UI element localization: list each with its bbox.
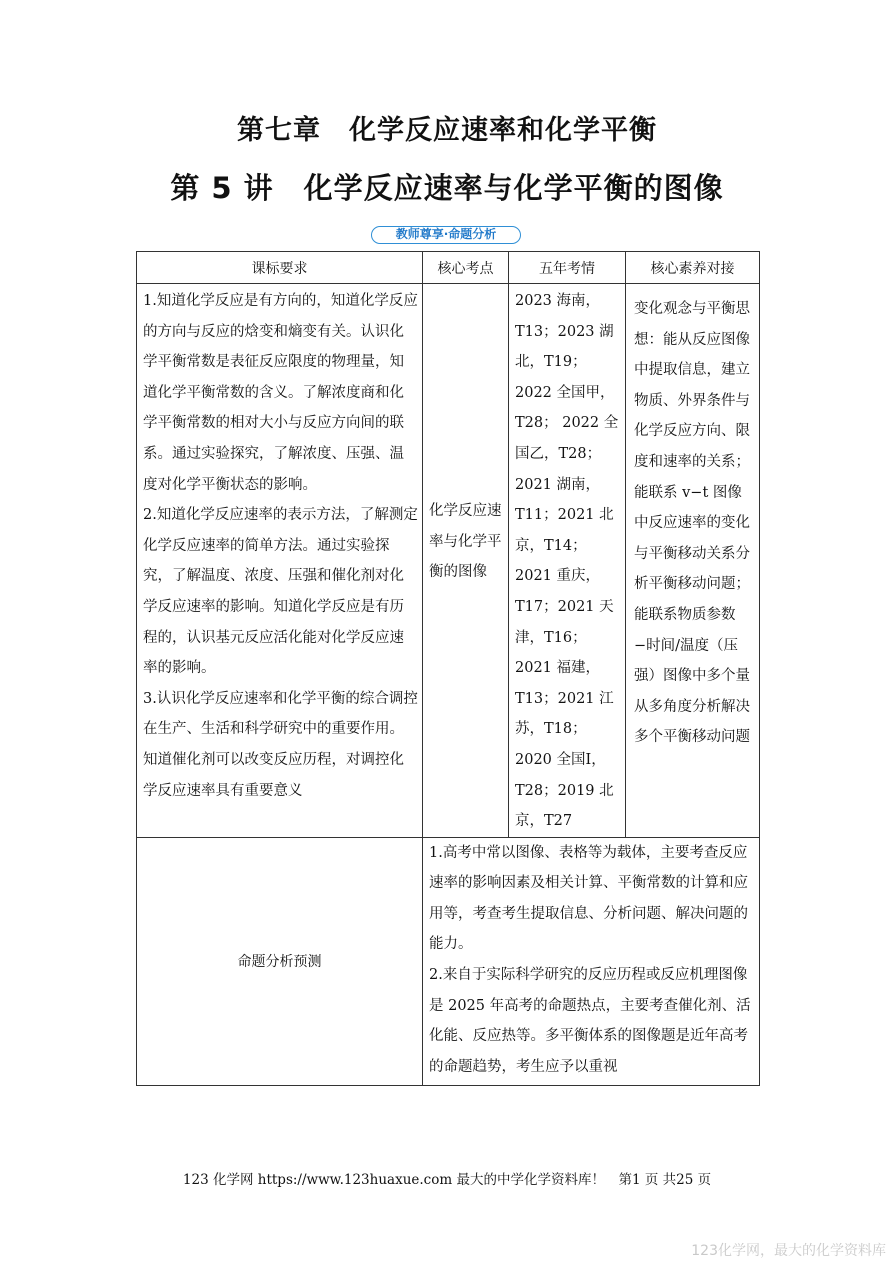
table-row-forecast [137,837,760,1085]
table-header-row [137,252,760,284]
watermark: 123化学网，最大的化学资料库 [691,1243,886,1259]
forecast-label: 命题分析预测 [137,837,423,1085]
header-key-point: 核心考点 [423,252,509,284]
five-years-cell [509,284,626,838]
forecast-1: 1.高考中常以图像、表格等为载体，主要考查反应速率的影响因素及相关计算、平衡常数的计算和应用等，考查考生提取信息、分析问题、解决问题的能力。 [429,844,748,953]
chapter-title: 第七章 化学反应速率和化学平衡 [237,115,657,146]
key-point-cell [423,284,509,838]
forecast-2: 2.来自于实际科学研究的反应历程或反应机理图像是 2025 年高考的命题热点，主要考查催化剂、活化能、反应热等。多平衡体系的图像题是近年高考的命题趋势，考生应予以重视 [429,967,751,1075]
table-row-main [137,284,760,838]
requirement-1: 1.知道化学反应是有方向的，知道化学反应的方向与反应的焓变和熵变有关。认识化学平衡常数是表征反应限度的物理量，知道化学平衡常数的含义。了解浓度商和化学平衡常数的相对大小与反应方向间的联系。通过实验探究，了解浓度、压强、温度对化学平衡状态的影响。 [143,293,418,493]
requirements-cell [137,284,423,838]
analysis-table [136,251,760,1086]
header-five-years: 五年考情 [509,252,626,284]
header-core-literacy: 核心素养对接 [626,252,760,284]
key-point-text: 化学反应速率与化学平衡的图像 [429,503,502,581]
five-years-text: 2023 海南，T13；2023 湖北，T19；2022 全国甲，T28； 2022 全国乙，T28；2021 湖南，T11；2021 北京，T14；2021 重庆，T17；2021 天津，T16；2021 福建，T13；2021 江苏，T18；2020 全国I，T28；2019 北京，T27 [515,293,619,830]
requirement-2: 2.知道化学反应速率的表示方法，了解测定化学反应速率的简单方法。通过实验探究，了解温度、浓度、压强和催化剂对化学反应速率的影响。知道化学反应是有历程的，认识基元反应活化能对化学反应速率的影响。 [143,507,418,677]
teacher-badge: 教师尊享·命题分析 [371,226,521,244]
core-literacy-cell [626,284,760,838]
core-literacy-text: 变化观念与平衡思想：能从反应图像中提取信息，建立物质、外界条件与化学反应方向、限度和速率的关系；能联系 v−t 图像中反应速率的变化与平衡移动关系分析平衡移动问题；能联系物质参数−时间/温度（压强）图像中多个量从多角度分析解决多个平衡移动问题 [634,301,750,746]
page-footer: 123 化学网 https://www.123huaxue.com 最大的中学化学资料库！ 第1 页 共25 页 [182,1172,712,1188]
lecture-title: 第 5 讲 化学反应速率与化学平衡的图像 [170,171,724,205]
forecast-cell [423,837,760,1085]
header-requirements: 课标要求 [137,252,423,284]
requirement-3: 3.认识化学反应速率和化学平衡的综合调控在生产、生活和科学研究中的重要作用。知道催化剂可以改变反应历程，对调控化学反应速率具有重要意义 [143,690,418,799]
